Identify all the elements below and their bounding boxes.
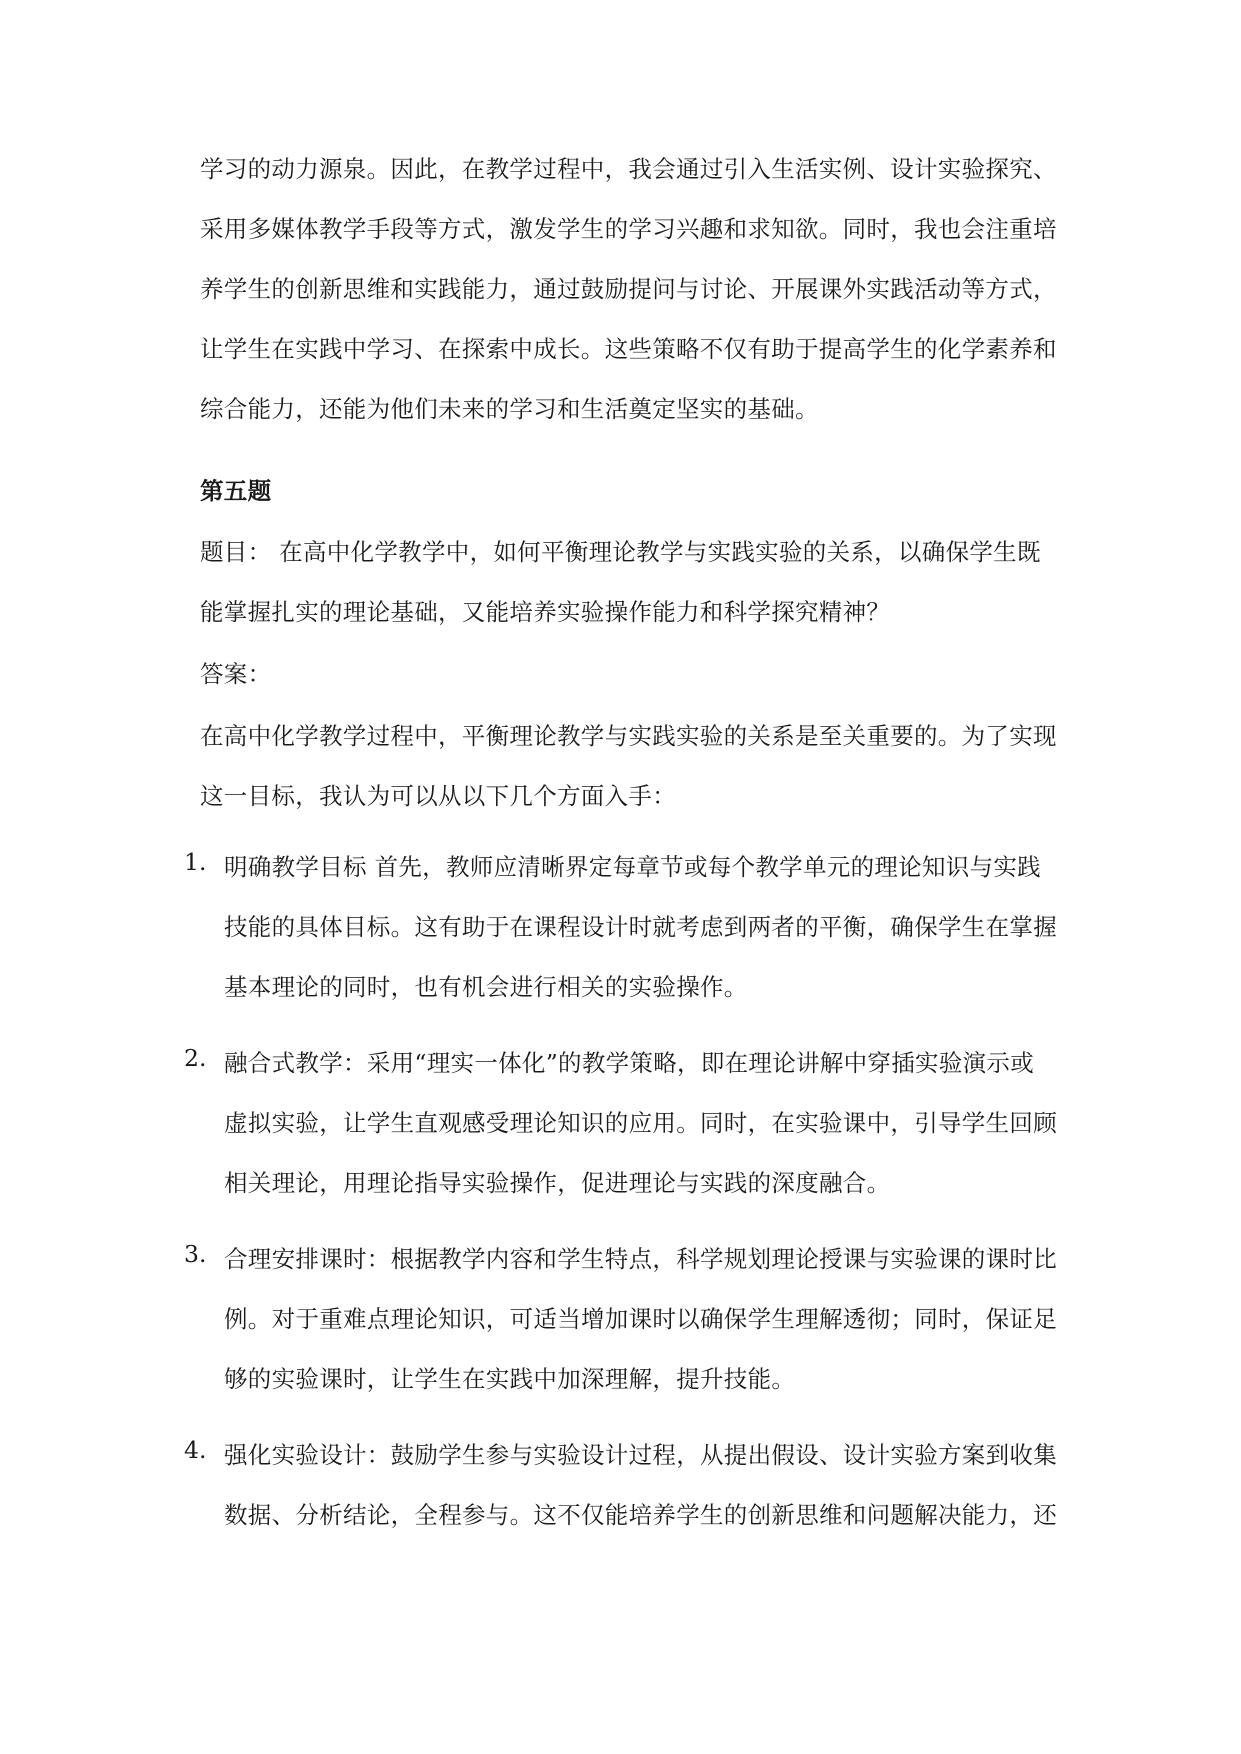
paragraph-line: 学习的动力源泉。因此，在教学过程中，我会通过引入生活实例、设计实验探究、 bbox=[200, 155, 1057, 183]
list-item-number: 4. bbox=[184, 1436, 207, 1464]
question-line: 题目： 在高中化学教学中，如何平衡理论教学与实践实验的关系，以确保学生既 bbox=[200, 538, 1041, 566]
list-item-line: 相关理论，用理论指导实验操作，促进理论与实践的深度融合。 bbox=[224, 1169, 891, 1197]
list-item-number: 3. bbox=[184, 1240, 207, 1268]
paragraph-line: 让学生在实践中学习、在探索中成长。这些策略不仅有助于提高学生的化学素养和 bbox=[200, 335, 1057, 363]
list-item-line: 强化实验设计：鼓励学生参与实验设计过程，从提出假设、设计实验方案到收集 bbox=[224, 1441, 1057, 1469]
list-item-line: 明确教学目标 首先，教师应清晰界定每章节或每个教学单元的理论知识与实践 bbox=[224, 853, 1041, 881]
answer-label: 答案： bbox=[200, 660, 272, 688]
list-item-number: 1. bbox=[184, 848, 207, 876]
list-item-line: 融合式教学：采用“理实一体化”的教学策略，即在理论讲解中穿插实验演示或 bbox=[224, 1049, 1035, 1077]
list-item-line: 基本理论的同时，也有机会进行相关的实验操作。 bbox=[224, 973, 748, 1001]
list-item-line: 数据、分析结论，全程参与。这不仅能培养学生的创新思维和问题解决能力，还 bbox=[224, 1501, 1057, 1529]
list-item-line: 例。对于重难点理论知识，可适当增加课时以确保学生理解透彻；同时，保证足 bbox=[224, 1305, 1057, 1333]
list-item-line: 合理安排课时：根据教学内容和学生特点，科学规划理论授课与实验课的课时比 bbox=[224, 1245, 1057, 1273]
intro-line: 在高中化学教学过程中，平衡理论教学与实践实验的关系是至关重要的。为了实现 bbox=[200, 722, 1057, 750]
list-item-line: 技能的具体目标。这有助于在课程设计时就考虑到两者的平衡，确保学生在掌握 bbox=[224, 913, 1057, 941]
paragraph-line: 综合能力，还能为他们未来的学习和生活奠定坚实的基础。 bbox=[200, 395, 819, 423]
paragraph-line: 养学生的创新思维和实践能力，通过鼓励提问与讨论、开展课外实践活动等方式， bbox=[200, 275, 1057, 303]
intro-line: 这一目标，我认为可以从以下几个方面入手： bbox=[200, 782, 676, 810]
paragraph-line: 采用多媒体教学手段等方式，激发学生的学习兴趣和求知欲。同时，我也会注重培 bbox=[200, 215, 1057, 243]
list-item-number: 2. bbox=[184, 1044, 207, 1072]
list-item-line: 虚拟实验，让学生直观感受理论知识的应用。同时，在实验课中，引导学生回顾 bbox=[224, 1109, 1057, 1137]
question-line: 能掌握扎实的理论基础，又能培养实验操作能力和科学探究精神？ bbox=[200, 598, 891, 626]
section-title: 第五题 bbox=[200, 477, 272, 505]
list-item-line: 够的实验课时，让学生在实践中加深理解，提升技能。 bbox=[224, 1365, 796, 1393]
